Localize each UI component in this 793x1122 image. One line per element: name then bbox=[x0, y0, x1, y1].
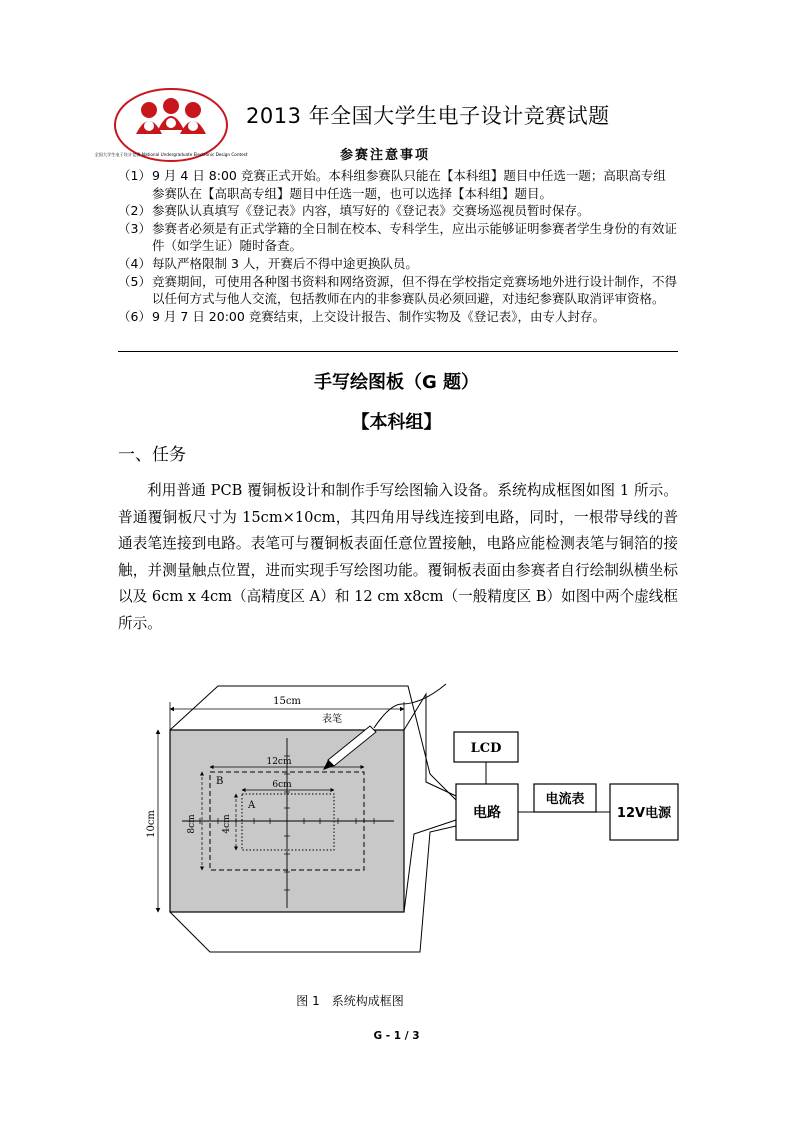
zone-b-height-label: 8cm bbox=[187, 814, 197, 834]
section-heading: 一、任务 bbox=[118, 445, 186, 465]
notice-list bbox=[118, 167, 678, 325]
dim-width-label: 15cm bbox=[273, 696, 301, 707]
figure-caption: 图 1 系统构成框图 bbox=[296, 994, 404, 1008]
page-title: 2013 年全国大学生电子设计竞赛试题 bbox=[246, 104, 610, 128]
notice-item: （1） 9 月 4 日 8:00 竞赛正式开始。本科组参赛队只能在【本科组】题目中任选一题；高职高专组参赛队在【高职高专组】题目中任选一题，也可以选择【本科组】题目。 bbox=[118, 168, 666, 201]
notice-item: （3） 参赛者必须是有正式学籍的全日制在校本、专科学生，应出示能够证明参赛者学生身份的有效证件（如学生证）随时备查。 bbox=[118, 220, 678, 254]
dim-height-label: 10cm bbox=[146, 810, 157, 838]
notice-item: （4） 每队严格限制 3 人，开赛后不得中途更换队员。 bbox=[118, 255, 418, 271]
power-label: 12V电源 bbox=[616, 806, 672, 821]
system-block-diagram bbox=[130, 664, 690, 934]
notice-item: （2） 参赛队认真填写《登记表》内容，填写好的《登记表》交赛场巡视员暂时保存。 bbox=[118, 203, 590, 219]
ammeter-label: 电流表 bbox=[545, 792, 585, 807]
zone-a-label: A bbox=[248, 800, 256, 811]
notice-title: 参赛注意事项 bbox=[340, 148, 431, 163]
circuit-label: 电路 bbox=[473, 805, 501, 821]
logo-ring-text: 全国大学生电子设计竞赛 National Undergraduate Electronic Design Contest bbox=[94, 152, 248, 157]
zone-b-width-label: 12cm bbox=[266, 757, 292, 767]
zone-b-label: B bbox=[216, 776, 224, 787]
zone-a-width-label: 6cm bbox=[272, 780, 292, 790]
notice-item: （6） 9 月 7 日 20:00 竞赛结束，上交设计报告、制作实物及《登记表》，由专人封存。 bbox=[118, 308, 606, 324]
notice-item: （5） 竞赛期间，可使用各种图书资料和网络资源，但不得在学校指定竞赛场地外进行设计制作，不得以任何方式与他人交流，包括教师在内的非参赛队员必须回避，对违纪参赛队取消评审资格。 bbox=[118, 273, 678, 307]
divider bbox=[118, 351, 678, 352]
zone-a-height-label: 4cm bbox=[222, 814, 232, 834]
problem-title: 手写绘图板（G 题） bbox=[313, 372, 480, 393]
task-paragraph: 利用普通 PCB 覆铜板设计和制作手写绘图输入设备。系统构成框图如图 1 所示。普通覆铜板尺寸为 15cm×10cm，其四角用导线连接到电路，同时，一根带导线的普通表笔连接到电路。表笔可与覆铜板表面任意位置接触，电路应能检测表笔与铜箔的接触，并测量触点位置，进而实现手写绘图功能。覆铜板表面由参赛者自行绘制纵横坐标以及 6cm x 4cm（高精度区 A）和 12 cm x8cm（一般精度区 B）如图中两个虚线框所示。 bbox=[118, 482, 678, 632]
lcd-label: LCD bbox=[470, 741, 502, 756]
contest-logo bbox=[94, 86, 248, 164]
group-title: 【本科组】 bbox=[351, 412, 442, 433]
pen-label: 表笔 bbox=[322, 714, 342, 725]
page-number: G - 1 / 3 bbox=[373, 1030, 420, 1042]
